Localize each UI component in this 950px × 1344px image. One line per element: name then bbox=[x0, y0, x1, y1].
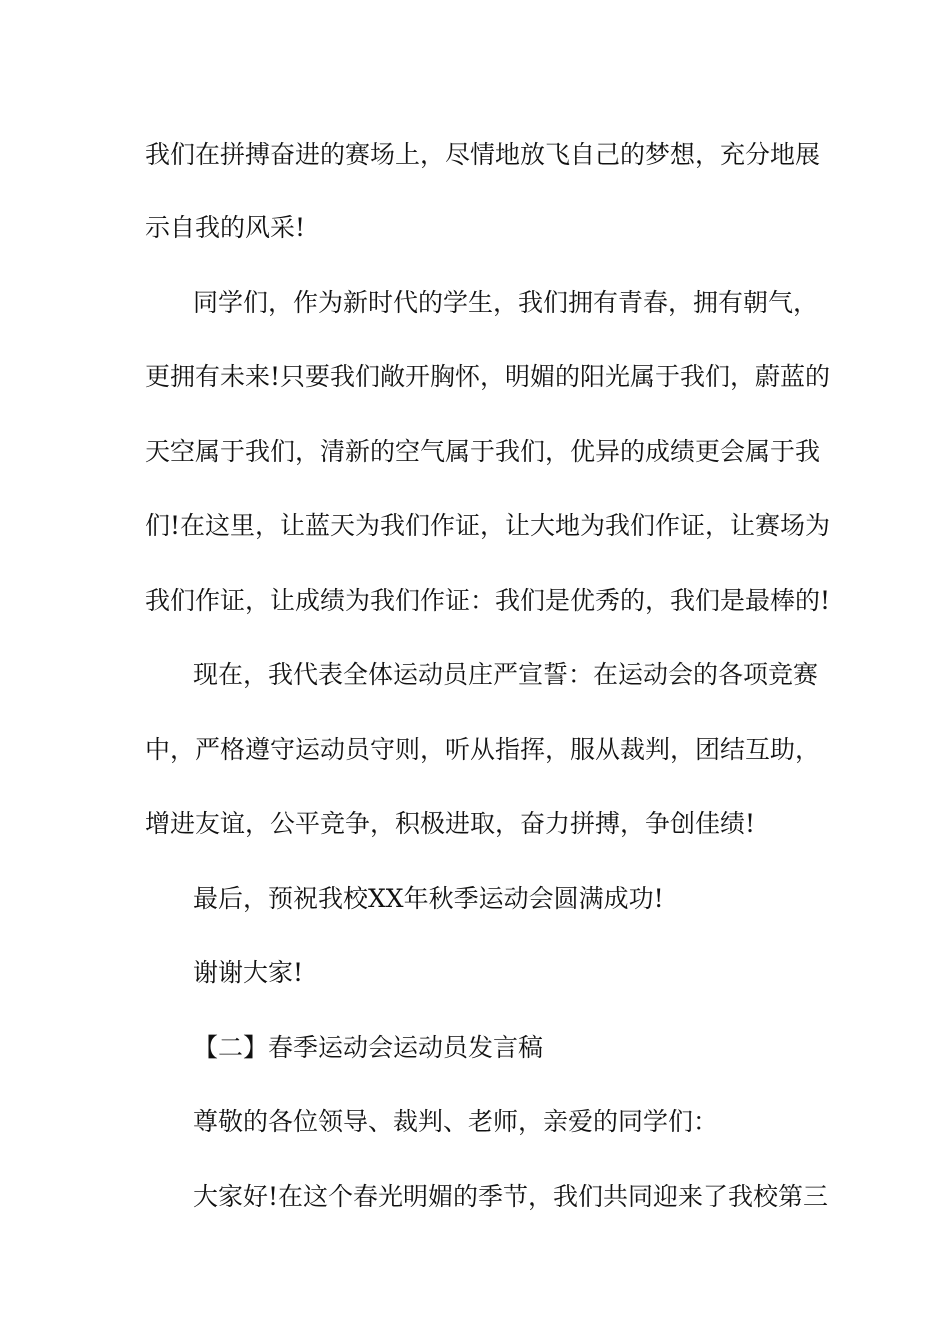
text-line-6: 们!在这里，让蓝天为我们作证，让大地为我们作证，让赛场为 bbox=[145, 511, 831, 540]
text-line-12: 谢谢大家! bbox=[193, 958, 304, 987]
text-line-14: 尊敬的各位领导、裁判、老师，亲爱的同学们： bbox=[193, 1107, 719, 1136]
text-line-2: 示自我的风采! bbox=[145, 213, 306, 242]
text-line-15: 大家好!在这个春光明媚的季节，我们共同迎来了我校第三 bbox=[193, 1182, 829, 1211]
text-line-4: 更拥有未来!只要我们敞开胸怀，明媚的阳光属于我们，蔚蓝的 bbox=[145, 362, 831, 391]
text-line-8: 现在，我代表全体运动员庄严宣誓：在运动会的各项竞赛 bbox=[193, 660, 819, 689]
text-line-10: 增进友谊，公平竞争，积极进取，奋力拼搏，争创佳绩! bbox=[145, 809, 756, 838]
text-line-5: 天空属于我们，清新的空气属于我们，优异的成绩更会属于我 bbox=[145, 437, 821, 466]
text-line-7: 我们作证，让成绩为我们作证：我们是优秀的，我们是最棒的! bbox=[145, 586, 831, 615]
text-line-1: 我们在拼搏奋进的赛场上，尽情地放飞自己的梦想，充分地展 bbox=[145, 140, 821, 169]
text-line-11: 最后，预祝我校XX年秋季运动会圆满成功! bbox=[193, 884, 664, 913]
section-heading: 【二】春季运动会运动员发言稿 bbox=[193, 1033, 544, 1062]
text-line-9: 中，严格遵守运动员守则，听从指挥，服从裁判，团结互助， bbox=[145, 735, 821, 764]
text-line-3: 同学们，作为新时代的学生，我们拥有青春，拥有朝气， bbox=[193, 288, 819, 317]
